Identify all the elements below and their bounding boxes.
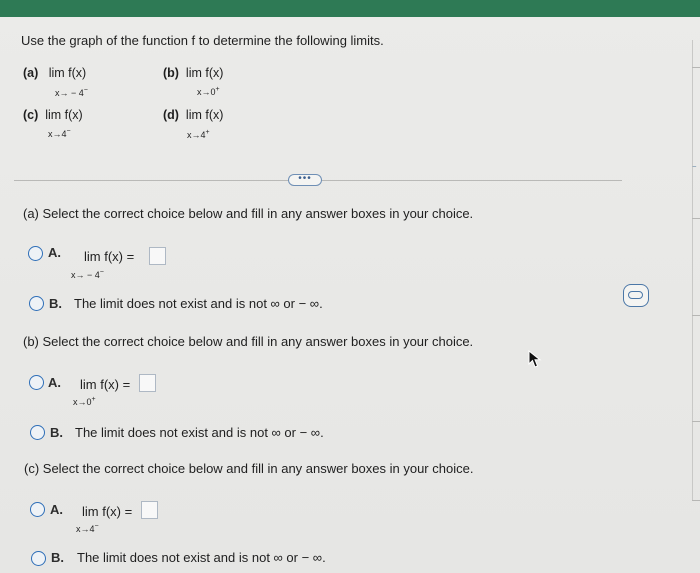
scrollbar-handle[interactable] — [623, 284, 649, 307]
page-title: Use the graph of the function f to determine the following limits. — [21, 33, 384, 48]
radio-a-option-b[interactable] — [29, 296, 44, 311]
option-b-text: The limit does not exist and is not ∞ or − ∞. — [75, 425, 324, 440]
radio-c-option-a[interactable] — [30, 502, 45, 517]
question-a-prompt: (a) Select the correct choice below and fill in any answer boxes in your choice. — [23, 206, 474, 221]
option-a-expression: lim f(x) = — [84, 249, 135, 264]
limit-c-label: (c) lim f(x) — [23, 108, 83, 122]
radio-c-option-b[interactable] — [31, 551, 46, 566]
option-a-sub: x→0+ — [73, 396, 96, 407]
question-c-prompt: (c) Select the correct choice below and fill in any answer boxes in your choice. — [24, 461, 474, 476]
option-a-expression: lim f(x) = — [80, 377, 131, 392]
limit-a-sub: x→ − 4− — [55, 87, 88, 98]
option-a-sub: x→ − 4− — [71, 269, 104, 280]
panel-line — [692, 218, 700, 219]
option-b-text: The limit does not exist and is not ∞ or − ∞. — [77, 550, 326, 565]
more-button[interactable]: ••• — [288, 174, 322, 186]
mouse-cursor-icon — [528, 350, 542, 368]
limit-d-sub: x→4+ — [187, 129, 210, 140]
panel-line — [692, 67, 700, 68]
option-a-letter: A. — [48, 375, 61, 390]
edge-marker-icon: ⁻ — [692, 163, 697, 173]
option-a-sub: x→4− — [76, 523, 99, 534]
limit-b-label: (b) lim f(x) — [163, 66, 224, 80]
question-b-prompt: (b) Select the correct choice below and fill in any answer boxes in your choice. — [23, 334, 474, 349]
option-b-text: The limit does not exist and is not ∞ or − ∞. — [74, 296, 323, 311]
option-a-letter: A. — [48, 245, 61, 260]
option-b-letter: B. — [50, 425, 63, 440]
panel-line — [692, 421, 700, 422]
limit-b-sub: x→0+ — [197, 86, 220, 97]
limit-d-label: (d) lim f(x) — [163, 108, 224, 122]
option-b-letter: B. — [49, 296, 62, 311]
answer-box-b[interactable] — [139, 374, 156, 392]
answer-box-a[interactable] — [149, 247, 166, 265]
panel-line — [692, 315, 700, 316]
top-bar — [0, 0, 700, 17]
radio-b-option-a[interactable] — [29, 375, 44, 390]
answer-box-c[interactable] — [141, 501, 158, 519]
radio-a-option-a[interactable] — [28, 246, 43, 261]
limit-a-label: (a) lim f(x) — [23, 66, 87, 80]
option-b-letter: B. — [51, 550, 64, 565]
right-panel-edge — [692, 40, 700, 500]
option-a-expression: lim f(x) = — [82, 504, 133, 519]
option-a-letter: A. — [50, 502, 63, 517]
limit-c-sub: x→4− — [48, 128, 71, 139]
radio-b-option-b[interactable] — [30, 425, 45, 440]
panel-line — [692, 500, 700, 501]
